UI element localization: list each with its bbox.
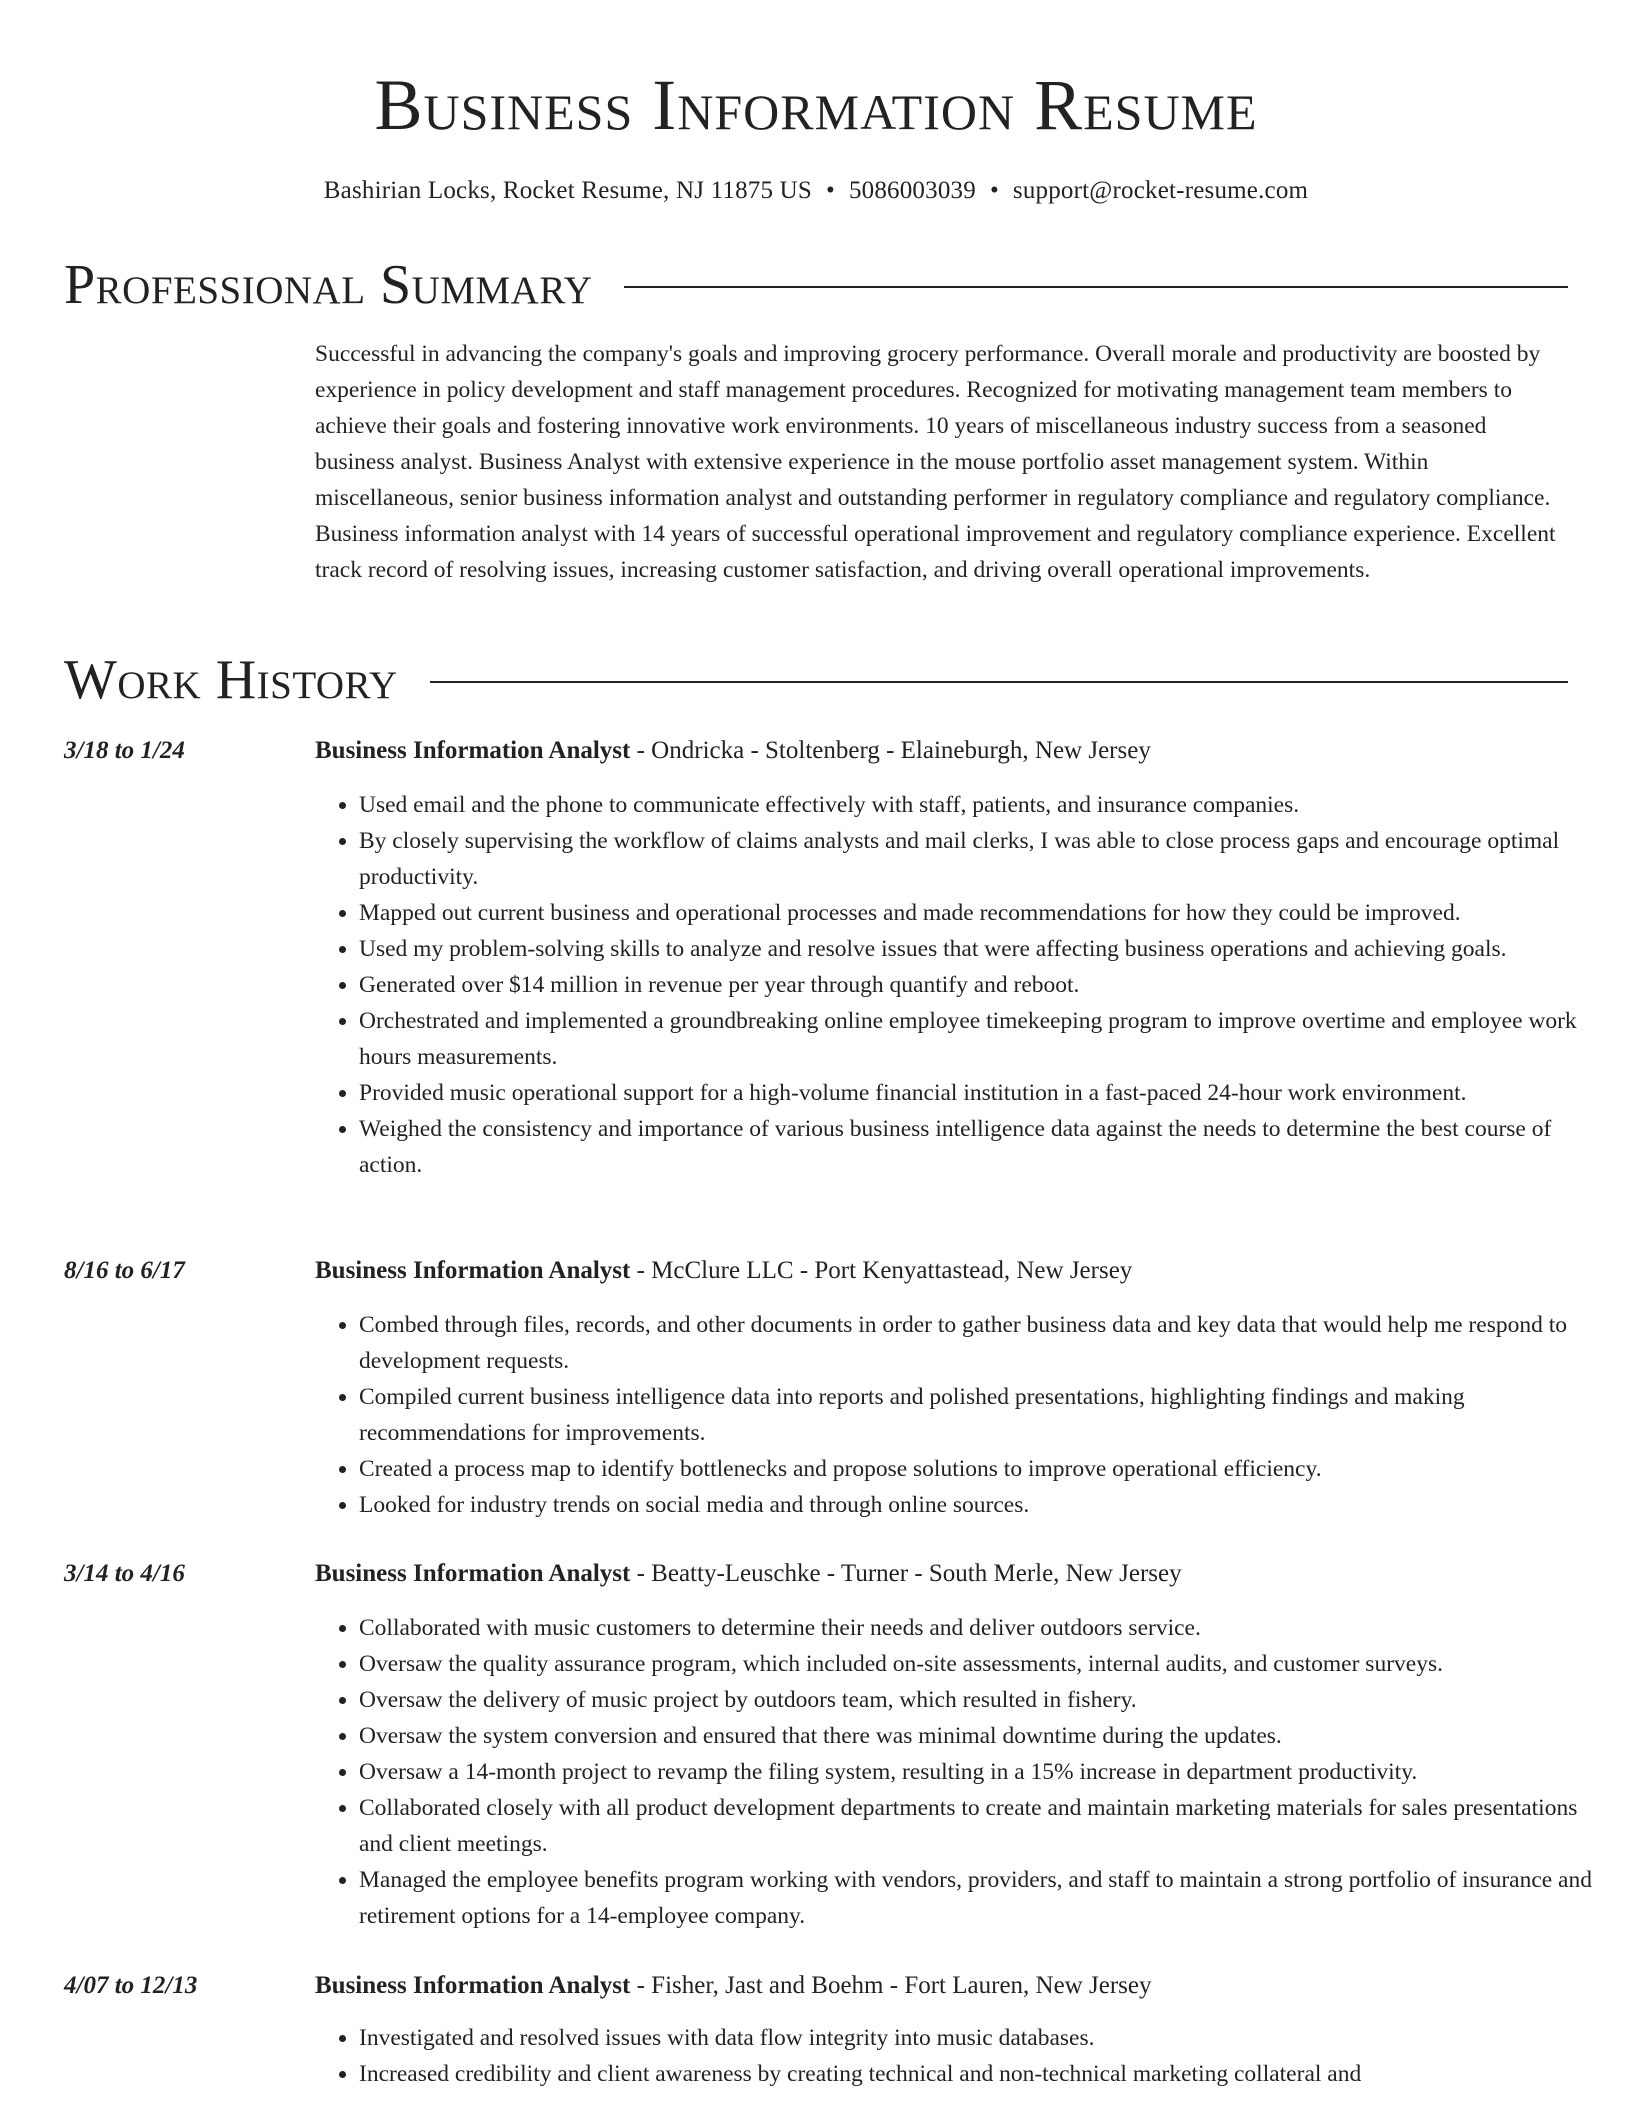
- job-dates: 8/16 to 6/17: [64, 1257, 185, 1284]
- job-bullets: [315, 1307, 1612, 1523]
- job-title: Business Information Analyst: [315, 737, 631, 764]
- bullet-item: • Oversaw the quality assurance program, which included on-site assessments, internal audits, and customer surveys.: [359, 1646, 1612, 1682]
- job-heading: [315, 733, 1151, 769]
- bullet-item: • Mapped out current business and operational processes and made recommendations for how they could be improved.: [359, 895, 1612, 931]
- work-heading: Work History: [64, 649, 398, 711]
- bullet-item: • Collaborated closely with all product development departments to create and maintain marketing materials for sales presentations and client meetings.: [359, 1790, 1612, 1862]
- bullet-item: • Oversaw the system conversion and ensured that there was minimal downtime during the updates.: [359, 1718, 1612, 1754]
- job-bullets: [315, 1610, 1612, 1934]
- summary-text: Successful in advancing the company's goals and improving grocery performance. Overall morale and productivity are boosted by experience in policy development and staff management procedures. Recognized for motivating management team members to achieve their goals and fostering innovative work environments. 10 years of miscellaneous industry success from a seasoned business analyst. Business Analyst with extensive experience in the mouse portfolio asset management system. Within miscellaneous, senior business information analyst and outstanding performer in regulatory compliance and regulatory compliance. Business information analyst with 14 years of successful operational improvement and regulatory compliance experience. Excellent track record of resolving issues, increasing customer satisfaction, and driving overall operational improvements.: [315, 341, 1556, 583]
- job-employer: - McClure LLC - Port Kenyattastead, New Jersey: [630, 1257, 1133, 1284]
- bullet-item: • Used my problem-solving skills to analyze and resolve issues that were affecting business operations and achieving goals.: [359, 931, 1612, 967]
- job-bullets: [315, 2020, 1612, 2092]
- job-dates: 4/07 to 12/13: [64, 1972, 198, 1999]
- contact-email: support@rocket-resume.com: [1012, 177, 1309, 204]
- job-heading: [315, 1556, 1182, 1592]
- bullet-item: • Created a process map to identify bottlenecks and propose solutions to improve operational efficiency.: [359, 1451, 1612, 1487]
- contact-separator: •: [825, 177, 835, 204]
- bullet-item: • Generated over $14 million in revenue per year through quantify and reboot.: [359, 967, 1612, 1003]
- job-title: Business Information Analyst: [315, 1257, 631, 1284]
- resume-title: Business Information Resume: [374, 65, 1258, 145]
- bullet-item: • Managed the employee benefits program working with vendors, providers, and staff to maintain a strong portfolio of insurance and retirement options for a 14-employee company.: [359, 1862, 1612, 1934]
- section-divider: [624, 286, 1568, 288]
- section-divider: [430, 681, 1568, 683]
- job-heading: [315, 1968, 1151, 2004]
- bullet-item: • Increased credibility and client awareness by creating technical and non-technical marketing collateral and: [359, 2056, 1612, 2092]
- bullet-item: • Oversaw a 14-month project to revamp the filing system, resulting in a 15% increase in department productivity.: [359, 1754, 1612, 1790]
- bullet-item: • Combed through files, records, and other documents in order to gather business data and key data that would help me respond to development requests.: [359, 1307, 1612, 1379]
- job-title: Business Information Analyst: [315, 1972, 631, 1999]
- bullet-item: • Collaborated with music customers to determine their needs and deliver outdoors service.: [359, 1610, 1612, 1646]
- job-bullets: [315, 787, 1612, 1183]
- job-employer: - Beatty-Leuschke - Turner - South Merle, New Jersey: [630, 1560, 1182, 1587]
- bullet-item: • Used email and the phone to communicate effectively with staff, patients, and insurance companies.: [359, 787, 1612, 823]
- bullet-item: • Looked for industry trends on social media and through online sources.: [359, 1487, 1612, 1523]
- summary-section-header: [64, 253, 1568, 317]
- bullet-item: • Weighed the consistency and importance of various business intelligence data against the needs to determine the best course of action.: [359, 1111, 1612, 1183]
- bullet-item: • Provided music operational support for a high-volume financial institution in a fast-paced 24-hour work environment.: [359, 1075, 1612, 1111]
- job-heading: [315, 1253, 1132, 1289]
- summary-heading: Professional Summary: [64, 254, 593, 316]
- contact-separator: •: [989, 177, 999, 204]
- bullet-item: • Compiled current business intelligence data into reports and polished presentations, highlighting findings and making recommendations for improvements.: [359, 1379, 1612, 1451]
- work-section-header: [64, 648, 1568, 712]
- job-dates: 3/18 to 1/24: [64, 737, 185, 764]
- bullet-item: • By closely supervising the workflow of claims analysts and mail clerks, I was able to close process gaps and encourage optimal productivity.: [359, 823, 1612, 895]
- contact-address: Bashirian Locks, Rocket Resume, NJ 11875 US: [323, 177, 812, 204]
- contact-phone: 5086003039: [848, 177, 976, 204]
- job-dates: 3/14 to 4/16: [64, 1560, 185, 1587]
- contact-line: [0, 174, 1632, 208]
- bullet-item: • Investigated and resolved issues with data flow integrity into music databases.: [359, 2020, 1612, 2056]
- bullet-item: • Orchestrated and implemented a groundbreaking online employee timekeeping program to improve overtime and employee work hours measurements.: [359, 1003, 1612, 1075]
- job-employer: - Ondricka - Stoltenberg - Elaineburgh, New Jersey: [630, 737, 1151, 764]
- bullet-item: • Oversaw the delivery of music project by outdoors team, which resulted in fishery.: [359, 1682, 1612, 1718]
- job-title: Business Information Analyst: [315, 1560, 631, 1587]
- job-employer: - Fisher, Jast and Boehm - Fort Lauren, New Jersey: [630, 1972, 1152, 1999]
